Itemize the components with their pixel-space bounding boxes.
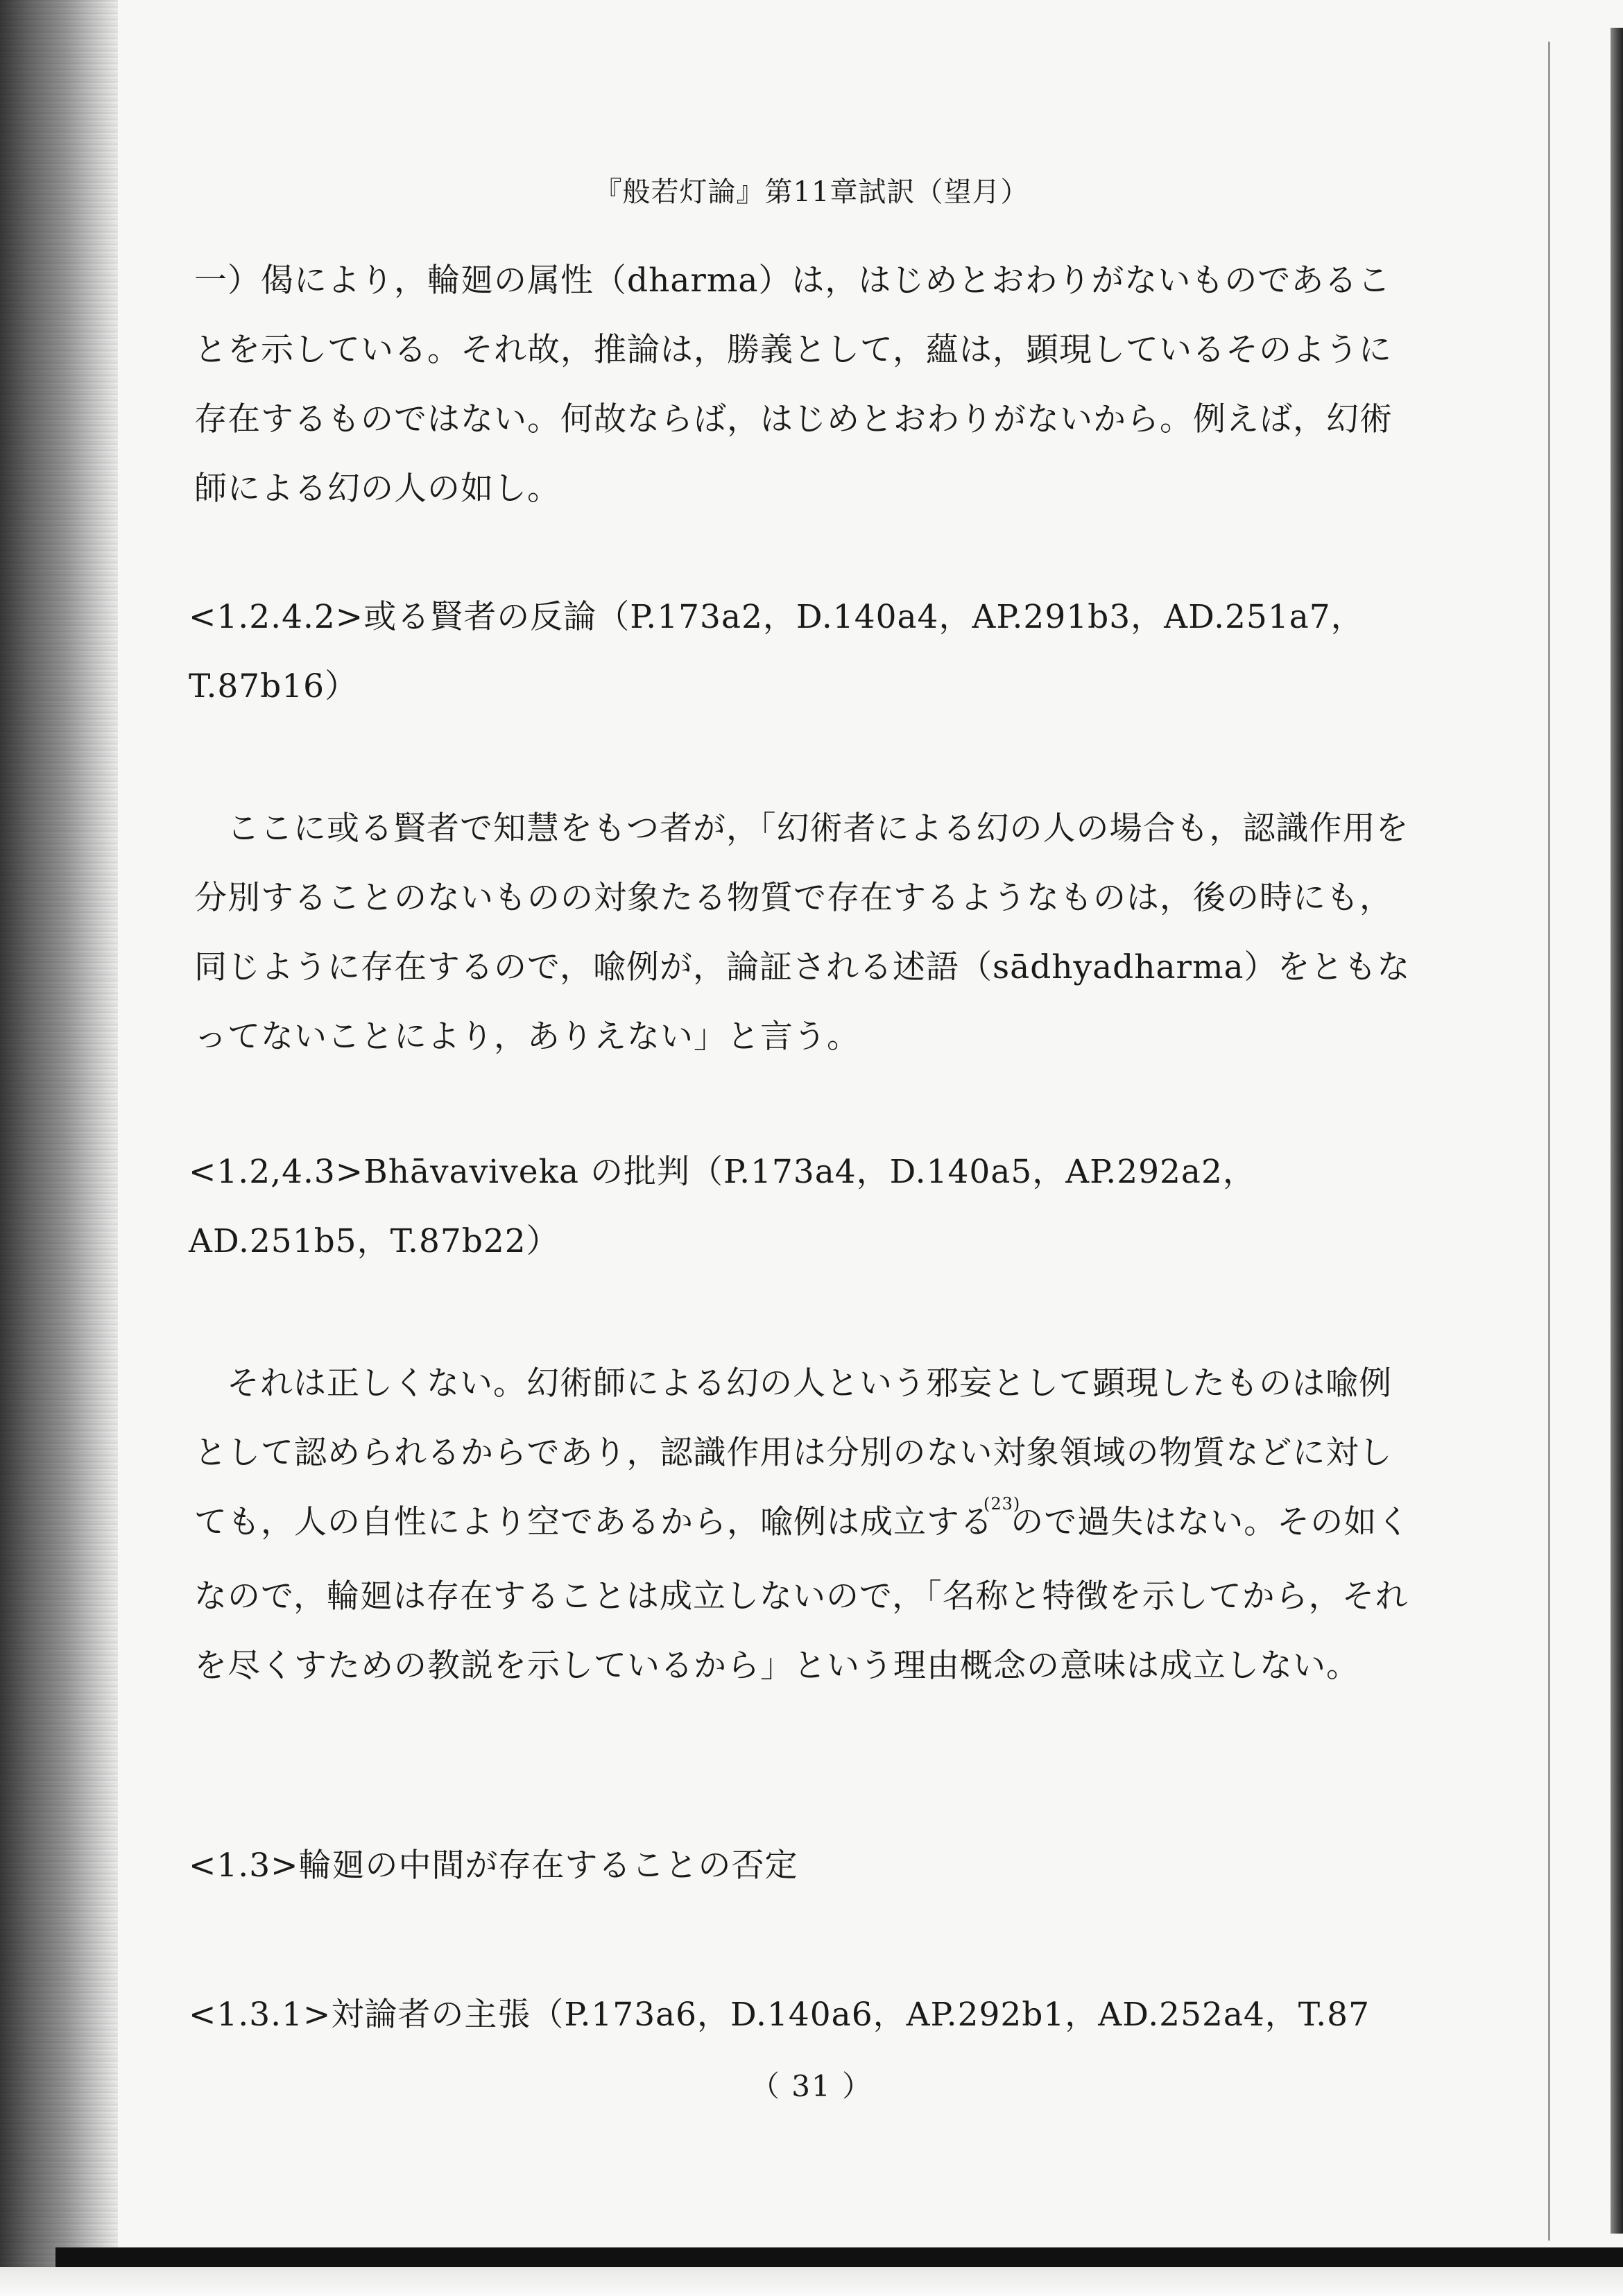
binding-shadow — [0, 0, 118, 2296]
page-number: （ 31 ） — [750, 2069, 873, 2103]
paragraph-critique — [194, 1349, 1415, 1701]
paragraph-dharma: 一）偈により，輪廻の属性（dharma）は，はじめとおわりがないものであることを示している。それ故，推論は，勝義として，蘊は，顕現しているそのように存在するものではない。何故ならば，はじめとおわりがないから。例えば，幻術師による幻の人の如し。 — [194, 262, 1393, 508]
paragraph-objection: ここに或る賢者で知慧をもつ者が，「幻術者による幻の人の場合も，認識作用を分別することのないものの対象たる物質で存在するようなものは，後の時にも，同じように存在するので，喩例が，論証される述語（sādhyadharma）をともなってないことにより，ありえない」と言う。 — [194, 809, 1411, 1056]
heading-1-2-4-2: <1.2.4.2>或る賢者の反論（P.173a2，D.140a4，AP.291b3，AD.251a7，T.87b16） — [189, 598, 1364, 705]
heading-1-3: <1.3>輪廻の中間が存在することの否定 — [189, 1847, 798, 1885]
running-header: 『般若灯論』第11章試訳（望月） — [594, 176, 1029, 208]
bottom-page-edge — [0, 2267, 1623, 2296]
heading-1-2-4-3: <1.2,4.3>Bhāvaviveka の批判（P.173a4，D.140a5，AP.292a2，AD.251b5，T.87b22） — [189, 1153, 1256, 1260]
critique-text-before-note: それは正しくない。幻術師による幻の人という邪妄として顕現したものは喩例として認められるからであり，認識作用は分別のない対象領域の物質などに対しても，人の自性により空であるから，喩例は成立する — [194, 1364, 1393, 1541]
critique-text-after-note: ので過失はない。その如くなので，輪廻は存在することは成立しないので，「名称と特徴を示してから，それを尽くすための教説を示しているから」という理由概念の意味は成立しない。 — [194, 1503, 1411, 1685]
right-margin-line — [1548, 42, 1550, 2241]
footnote-marker: (23) — [984, 1494, 1021, 1514]
bottom-scan-bar — [55, 2247, 1623, 2267]
heading-1-3-1: <1.3.1>対論者の主張（P.173a6，D.140a6，AP.292b1，AD.252a4，T.87 — [189, 1996, 1370, 2034]
right-edge-shadow — [1611, 28, 1623, 2234]
